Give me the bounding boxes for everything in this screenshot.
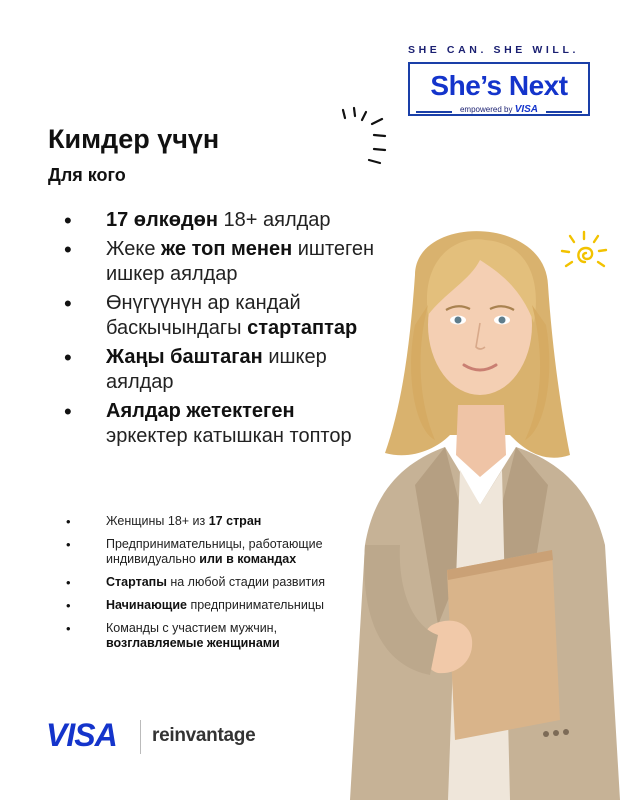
visa-logo: VISA	[46, 717, 117, 753]
list-item	[58, 575, 338, 590]
item-bold: 17 стран	[208, 514, 262, 528]
logo-sub-brand: VISA	[514, 104, 539, 115]
sparkle-lines-icon	[332, 102, 392, 172]
logo-rule	[416, 111, 452, 113]
page-subtitle: Для кого	[48, 165, 126, 185]
logo-sub-prefix: empowered by	[459, 105, 513, 114]
item-bold: или в командах	[199, 552, 297, 566]
item-bold: Стартапы	[106, 575, 167, 589]
item-bold: Жаңы баштаган	[106, 346, 263, 368]
item-text: Жеке	[106, 238, 161, 260]
item-bold: 17 өлкөдөн	[106, 209, 218, 231]
list-item	[58, 621, 338, 651]
item-text: ишкер аялдар	[106, 346, 327, 393]
russian-criteria-list	[58, 514, 338, 659]
item-bold: стартаптар	[247, 317, 358, 339]
item-text: 18+ аялдар	[217, 209, 331, 231]
item-text: на любой стадии развития	[166, 575, 326, 589]
woman-portrait-image	[320, 215, 640, 800]
footer-divider	[140, 720, 141, 754]
list-item	[58, 514, 338, 529]
item-bold: Аялдар жетектеген	[106, 400, 295, 422]
logo-rule	[546, 111, 582, 113]
item-bold: возглавляемые женщинами	[106, 636, 280, 650]
item-text: Команды с участием мужчин,	[106, 621, 278, 635]
shes-next-logo	[408, 62, 590, 116]
list-item	[58, 537, 338, 567]
logo-title: She’s Next	[430, 70, 568, 101]
item-text: иштеген ишкер аялдар	[106, 238, 375, 285]
tagline: SHE CAN. SHE WILL.	[408, 44, 579, 56]
reinvantage-logo: reinvantage	[152, 725, 256, 746]
page-title: Кимдер үчүн	[48, 124, 220, 154]
item-bold: Начинающие	[106, 598, 187, 612]
item-bold: же топ менен	[161, 238, 293, 260]
list-item	[58, 598, 338, 613]
item-text: Предпринимательницы, работающие индивидуально	[106, 537, 323, 566]
item-text: Женщины 18+ из	[106, 514, 209, 528]
logo-subtitle	[410, 104, 588, 115]
item-text: предпринимательницы	[186, 598, 324, 612]
item-text: Өнүгүүнүн ар кандай баскычындагы	[106, 292, 301, 339]
item-text: эркектер катышкан топтор	[106, 425, 352, 447]
